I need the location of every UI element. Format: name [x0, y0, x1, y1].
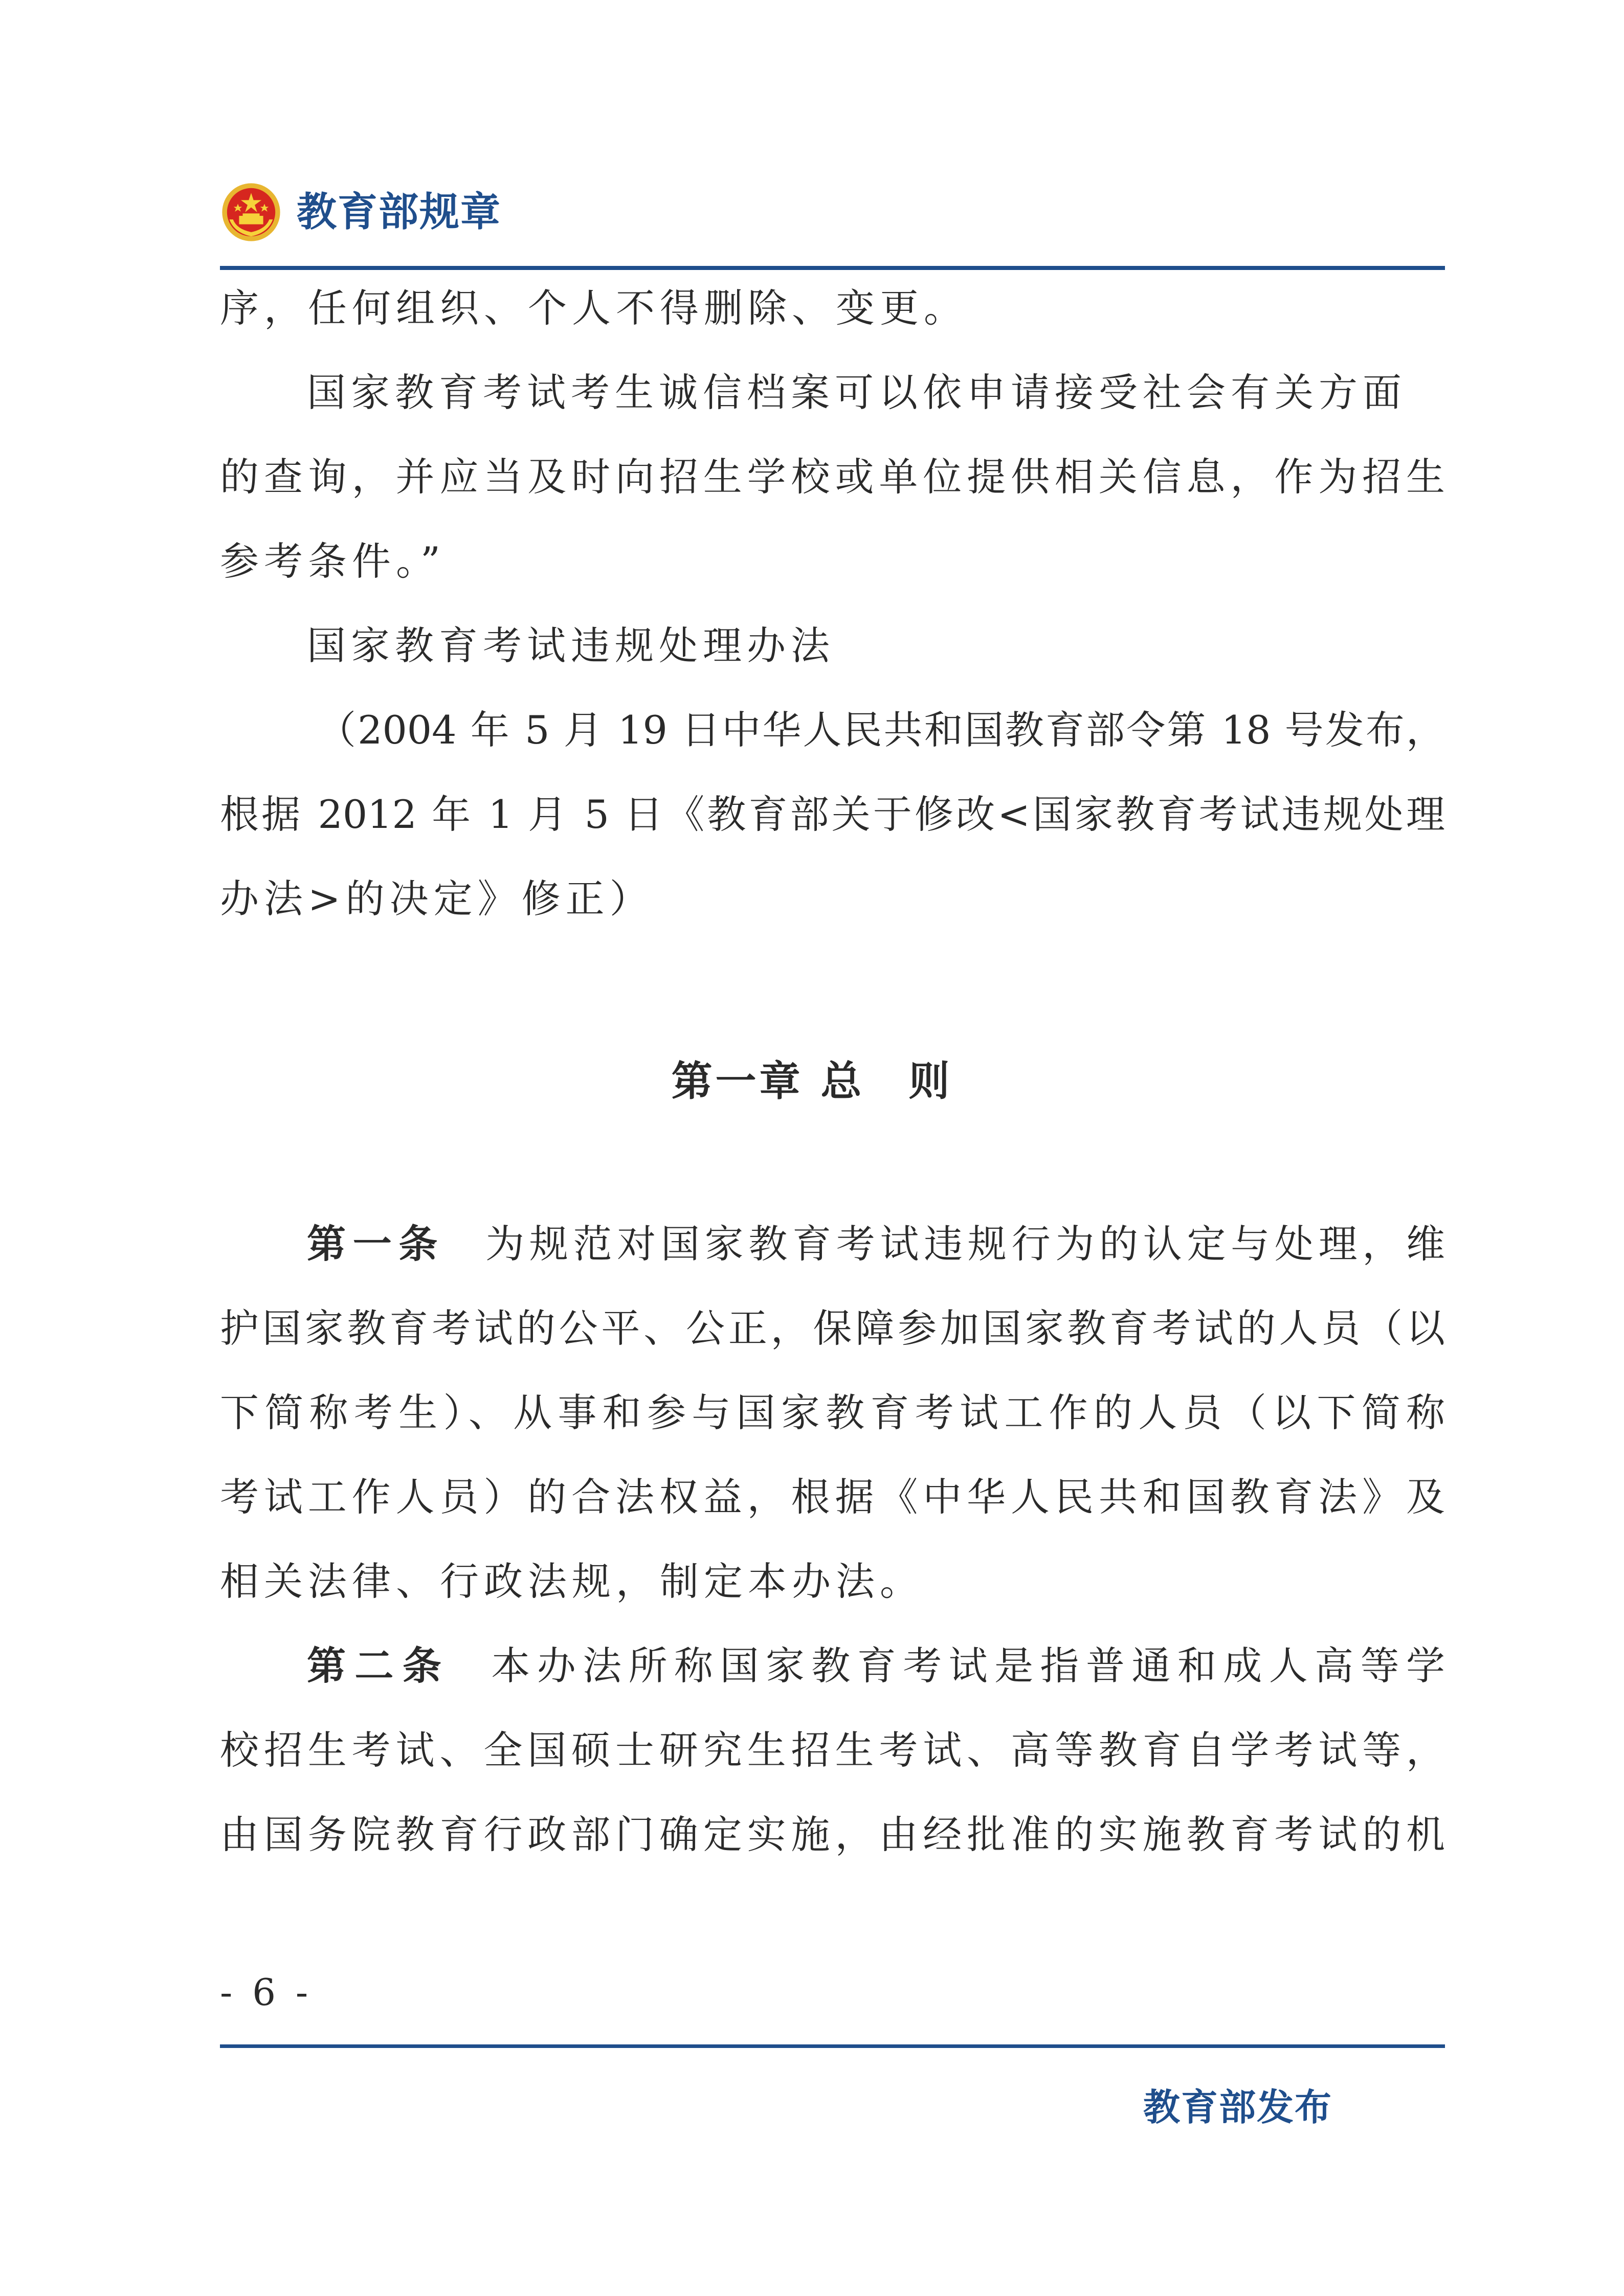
page-number: - 6 - — [220, 1971, 313, 2014]
text-line: 下简称考生）、从事和参与国家教育考试工作的人员（以下简称 — [220, 1390, 1445, 1435]
text-line: 序，任何组织、个人不得删除、变更。 — [220, 285, 968, 331]
article-2 — [307, 1643, 1445, 1689]
chapter-title: 第一章 总 则 — [671, 1057, 953, 1105]
text-line: 由国务院教育行政部门确定实施，由经批准的实施教育考试的机 — [220, 1812, 1445, 1857]
text-line: 护国家教育考试的公平、公正，保障参加国家教育考试的人员（以 — [220, 1305, 1445, 1351]
header-divider — [220, 266, 1445, 270]
text-line: 校招生考试、全国硕士研究生招生考试、高等教育自学考试等， — [220, 1727, 1445, 1773]
article-2-heading: 第二条 — [307, 1643, 451, 1689]
text-line: 考试工作人员）的合法权益，根据《中华人民共和国教育法》及 — [220, 1474, 1445, 1520]
national-emblem-icon — [221, 182, 281, 242]
text-line: 国家教育考试考生诚信档案可以依申请接受社会有关方面 — [307, 370, 1407, 415]
page-header — [221, 174, 501, 251]
header-title: 教育部规章 — [297, 189, 502, 235]
regulation-source-note: 根据 2012 年 1 月 5 日《教育部关于修改<国家教育考试违规处理 — [220, 792, 1445, 837]
article-1-first-line: 为规范对国家教育考试违规行为的认定与处理，维 — [485, 1221, 1445, 1267]
text-line: 的查询，并应当及时向招生学校或单位提供相关信息，作为招生 — [220, 454, 1445, 500]
regulation-source-note: 办法>的决定》修正） — [220, 876, 654, 921]
text-line: 相关法律、行政法规，制定本办法。 — [220, 1559, 924, 1604]
article-1-heading: 第一条 — [307, 1221, 445, 1267]
article-2-first-line: 本办法所称国家教育考试是指普通和成人高等学 — [491, 1643, 1445, 1689]
article-1 — [307, 1221, 1445, 1267]
footer-publisher: 教育部发布 — [1143, 2086, 1333, 2129]
regulation-title: 国家教育考试违规处理办法 — [307, 623, 835, 668]
footer-divider — [220, 2044, 1445, 2048]
regulation-source-note: （2004 年 5 月 19 日中华人民共和国教育部令第 18 号发布， — [317, 707, 1445, 753]
text-line: 参考条件。” — [220, 538, 446, 584]
